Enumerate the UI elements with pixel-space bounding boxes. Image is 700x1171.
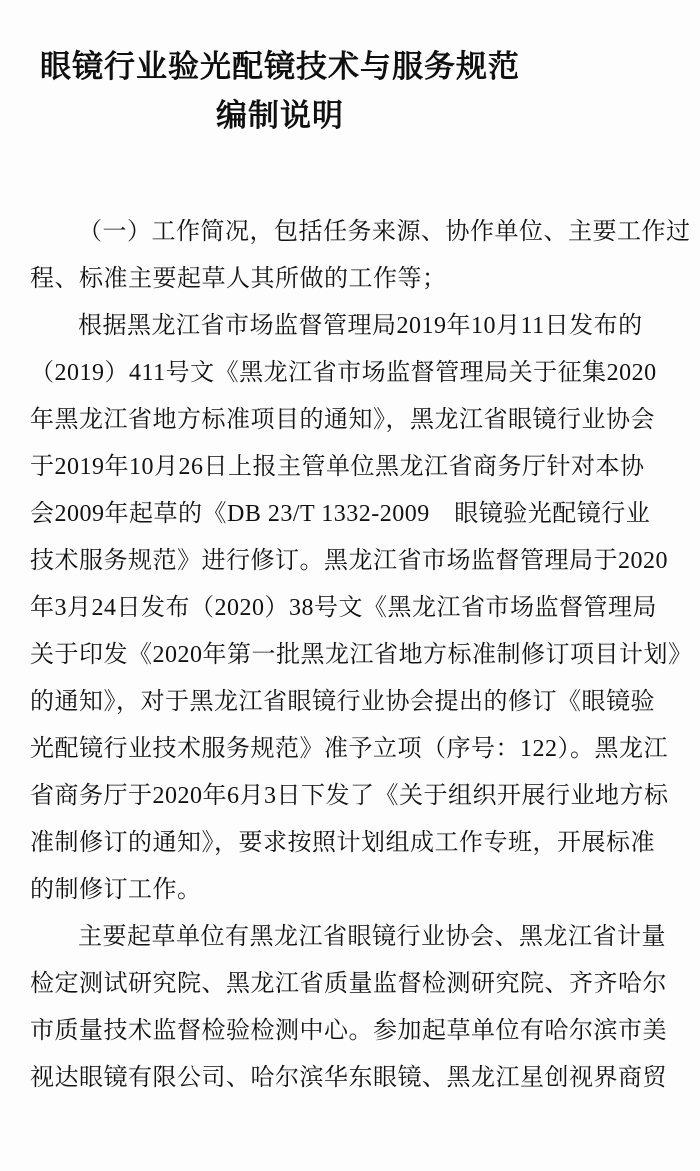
text-line: 准制修订的通知》，要求按照计划组成工作专班，开展标准 [30,830,655,856]
document-body [30,209,693,1102]
text-line: （2019）411号文《黑龙江省市场监督管理局关于征集2020 [30,360,657,386]
text-line: 主要起草单位有黑龙江省眼镜行业协会、黑龙江省计量 [78,924,666,950]
text-line: 年黑龙江省地方标准项目的通知》，黑龙江省眼镜行业协会 [30,407,655,433]
text-line: 关于印发《2020年第一批黑龙江省地方标准制修订项目计划》 [30,642,693,668]
title-line-2: 编制说明 [216,98,344,133]
text-line: 年3月24日发布（2020）38号文《黑龙江省市场监督管理局 [30,595,657,621]
text-line: 于2019年10月26日上报主管单位黑龙江省商务厅针对本协 [30,454,645,480]
text-line: 的通知》，对于黑龙江省眼镜行业协会提出的修订《眼镜验 [30,689,655,715]
text-line: 会2009年起草的《DB 23/T 1332-2009 眼镜验光配镜行业 [30,501,651,527]
text-line: 市质量技术监督检验检测中心。参加起草单位有哈尔滨市美 [30,1018,667,1044]
text-line: 视达眼镜有限公司、哈尔滨华东眼镜、黑龙江星创视界商贸 [30,1065,667,1091]
title-line-1: 眼镜行业验光配镜技术与服务规范 [40,49,520,84]
text-line: 技术服务规范》进行修订。黑龙江省市场监督管理局于2020 [30,548,668,574]
text-line: 检定测试研究院、黑龙江省质量监督检测研究院、齐齐哈尔 [30,971,667,997]
text-line: 程、标准主要起草人其所做的工作等； [30,266,447,292]
text-line: 光配镜行业技术服务规范》准予立项（序号：122）。黑龙江 [30,736,668,762]
document-title [30,42,530,140]
text-line: （一）工作简况，包括任务来源、协作单位、主要工作过 [78,219,691,245]
text-line: 根据黑龙江省市场监督管理局2019年10月11日发布的 [78,313,643,339]
text-line: 的制修订工作。 [30,877,202,903]
text-line: 省商务厅于2020年6月3日下发了《关于组织开展行业地方标 [30,783,669,809]
